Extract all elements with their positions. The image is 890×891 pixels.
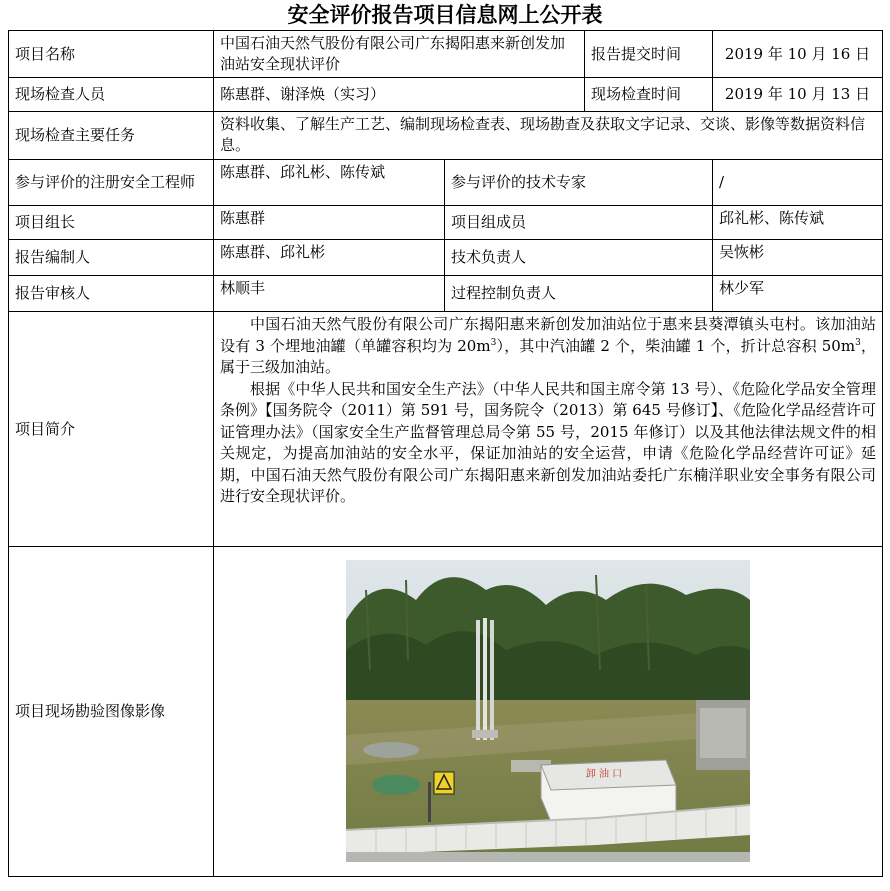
reviewer-label: 报告审核人 <box>9 276 214 312</box>
process-lead-value: 林少军 <box>713 276 883 312</box>
compiler-label: 报告编制人 <box>9 240 214 276</box>
intro-label: 项目简介 <box>9 312 214 547</box>
inspectors-value: 陈惠群、谢泽焕（实习） <box>214 78 585 112</box>
inspect-time-label: 现场检查时间 <box>585 78 713 112</box>
engineers-label: 参与评价的注册安全工程师 <box>9 160 214 206</box>
inspect-time-value: 2019 年 10 月 13 日 <box>713 78 883 112</box>
submit-time-label: 报告提交时间 <box>585 31 713 78</box>
tasks-label: 现场检查主要任务 <box>9 112 214 160</box>
inspectors-label: 现场检查人员 <box>9 78 214 112</box>
leader-label: 项目组长 <box>9 206 214 240</box>
experts-value: / <box>713 160 883 206</box>
photo-label: 项目现场勘验图像影像 <box>9 547 214 877</box>
project-name-value: 中国石油天然气股份有限公司广东揭阳惠来新创发加油站安全现状评价 <box>214 31 585 78</box>
project-name-label: 项目名称 <box>9 31 214 78</box>
info-table <box>8 30 883 877</box>
members-value: 邱礼彬、陈传斌 <box>713 206 883 240</box>
leader-value: 陈惠群 <box>214 206 445 240</box>
compiler-value: 陈惠群、邱礼彬 <box>214 240 445 276</box>
tasks-value: 资料收集、了解生产工艺、编制现场检查表、现场勘查及获取文字记录、交谈、影像等数据资料信息。 <box>214 112 883 160</box>
members-label: 项目组成员 <box>445 206 713 240</box>
reviewer-value: 林顺丰 <box>214 276 445 312</box>
site-photo <box>346 560 750 862</box>
process-lead-label: 过程控制负责人 <box>445 276 713 312</box>
photo-cell <box>214 547 883 877</box>
page-title: 安全评价报告项目信息网上公开表 <box>287 2 603 27</box>
tech-lead-label: 技术负责人 <box>445 240 713 276</box>
experts-label: 参与评价的技术专家 <box>445 160 713 206</box>
tech-lead-value: 吴恢彬 <box>713 240 883 276</box>
intro-text <box>214 312 883 547</box>
submit-time-value: 2019 年 10 月 16 日 <box>713 31 883 78</box>
engineers-value: 陈惠群、邱礼彬、陈传斌 <box>214 160 445 206</box>
intro-paragraph-1: 中国石油天然气股份有限公司广东揭阳惠来新创发加油站位于惠来县葵潭镇头屯村。该加油站设有 3 个埋地油罐（单罐容积均为 $20m^3$），其中汽油罐 2 个，柴油罐 1 个，折计总容积 $50m^3$，属于三级加油站。 <box>220 315 877 376</box>
unloading-sign-text: 卸 油 口 <box>585 768 623 780</box>
intro-paragraph-2: 根据《中华人民共和国安全生产法》（中华人民共和国主席令第 13 号）、《危险化学品安全管理条例》【国务院令（2011）第 591 号，国务院令（2013）第 645 号修订】、《危险化学品经营许可证管理办法》（国家安全生产监督管理总局令第 55 号，2015 年修订）以及其他法律法规文件的相关规定，为提高加油站的安全水平，保证加油站的安全运营，申请《危险化学品经营许可证》延期，中国石油天然气股份有限公司广东揭阳惠来新创发加油站委托广东楠洋职业安全事务有限公司进行安全现状评价。 <box>220 379 877 505</box>
